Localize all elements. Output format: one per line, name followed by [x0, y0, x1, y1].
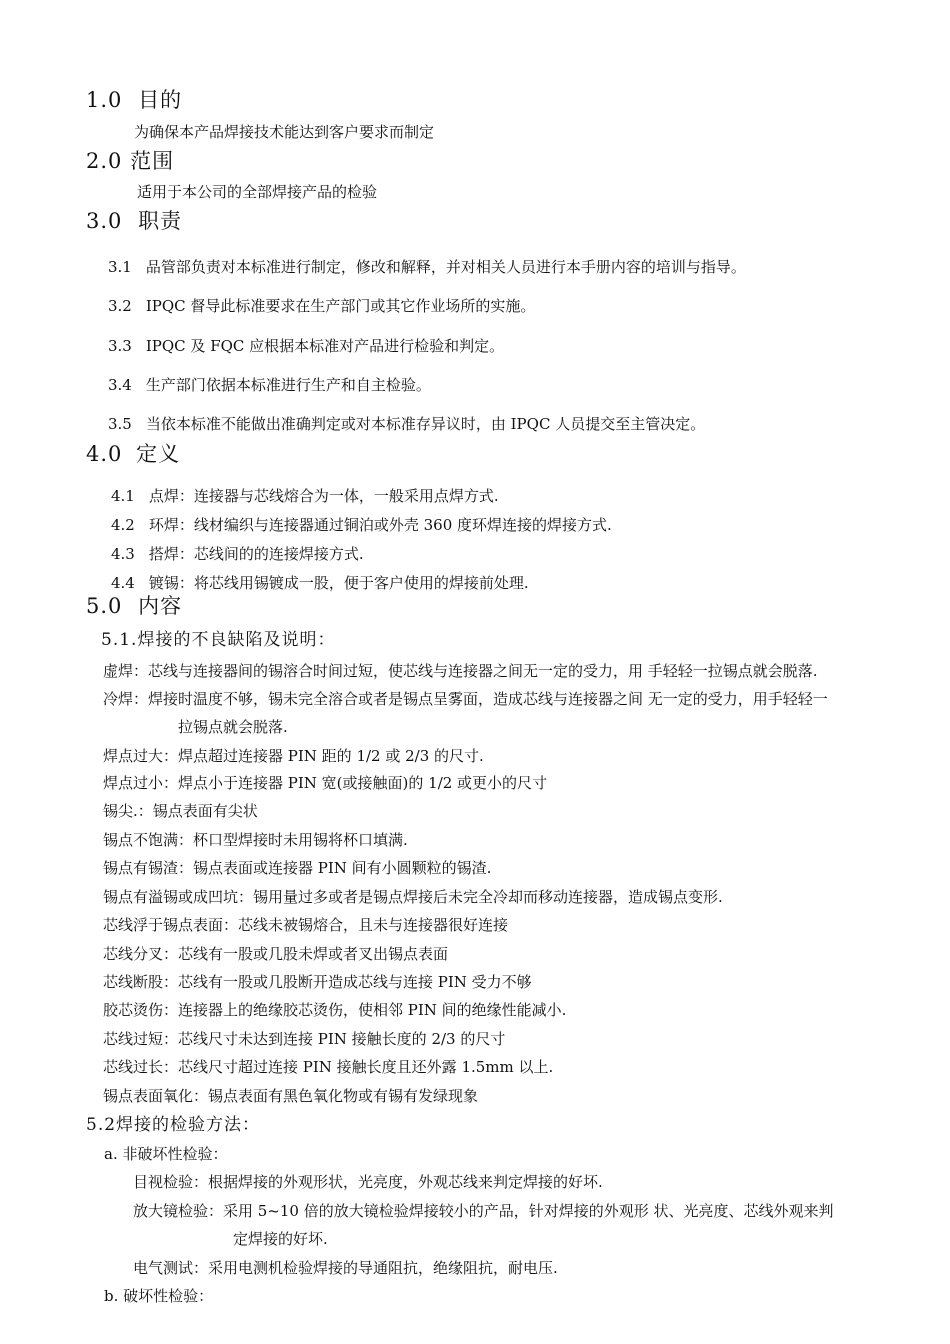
method-item: 放大镜检验：采用 5~10 倍的放大镜检验焊接较小的产品，针对焊接的外观形 状、光亮度、芯线外观来判 [133, 1202, 834, 1220]
defect-item: 芯线分叉：芯线有一股或几股未焊或者叉出锡点表面 [103, 945, 449, 963]
section-number: 5.0 [86, 594, 123, 618]
definition-item: 4.3 搭焊：芯线间的的连接焊接方式. [111, 545, 364, 563]
method-item-continued: 定焊接的好坏. [233, 1230, 328, 1248]
definition-item: 4.1 点焊：连接器与芯线熔合为一体，一般采用点焊方式. [111, 487, 499, 505]
section-3-heading [86, 205, 182, 235]
definition-item: 4.2 环焊：线材编织与连接器通过铜泊或外壳 360 度环焊连接的焊接方式. [111, 516, 612, 534]
subsection-5-1-heading: 5.1.焊接的不良缺陷及说明： [101, 630, 336, 650]
section-title: 目的 [138, 88, 183, 112]
non-destructive-label: a. 非破坏性检验： [104, 1145, 228, 1163]
section-number: 1.0 [86, 88, 123, 112]
responsibility-item: 3.5 当依本标准不能做出准确判定或对本标准存异议时，由 IPQC 人员提交至主管决定。 [108, 415, 706, 433]
section-title: 内容 [138, 594, 183, 618]
subsection-5-2-heading: 5.2焊接的检验方法： [86, 1115, 261, 1135]
section-title: 范围 [130, 149, 175, 173]
defect-item: 锡点有溢锡或成凹坑：锡用量过多或者是锡点焊接后未完全冷却而移动连接器，造成锡点变形. [103, 888, 723, 906]
method-item: 电气测试：采用电测机检验焊接的导通阻抗，绝缘阻抗，耐电压. [133, 1259, 558, 1277]
section-number: 3.0 [86, 209, 123, 233]
defect-item-continued: 拉锡点就会脱落. [178, 718, 288, 736]
defect-item: 芯线断股：芯线有一股或几股断开造成芯线与连接 PIN 受力不够 [103, 973, 532, 991]
defect-item: 芯线过长：芯线尺寸超过连接 PIN 接触长度且还外露 1.5mm 以上. [103, 1058, 554, 1076]
defect-item: 虚焊：芯线与连接器间的锡溶合时间过短，使芯线与连接器之间无一定的受力，用 手轻轻一拉锡点就会脱落. [103, 662, 818, 680]
defect-item: 锡点不饱满：杯口型焊接时未用锡将杯口填满. [103, 831, 408, 849]
section-2-heading [86, 145, 174, 175]
defect-item: 锡点表面氧化：锡点表面有黑色氧化物或有锡有发绿现象 [103, 1087, 479, 1105]
responsibility-item: 3.3 IPQC 及 FQC 应根据本标准对产品进行检验和判定。 [108, 337, 505, 355]
defect-item: 焊点过小：焊点小于连接器 PIN 宽(或接触面)的 1/2 或更小的尺寸 [103, 774, 548, 792]
scope-text: 适用于本公司的全部焊接产品的检验 [137, 183, 378, 201]
section-number: 4.0 [86, 442, 123, 466]
section-5-heading [86, 590, 182, 620]
defect-item: 冷焊：焊接时温度不够，锡未完全溶合或者是锡点呈雾面，造成芯线与连接器之间 无一定的受力，用手轻轻一 [103, 690, 828, 708]
responsibility-item: 3.4 生产部门依据本标准进行生产和自主检验。 [108, 376, 431, 394]
defect-item: 锡尖.：锡点表面有尖状 [103, 802, 258, 820]
section-number: 2.0 [86, 149, 123, 173]
defect-item: 芯线过短：芯线尺寸未达到连接 PIN 接触长度的 2/3 的尺寸 [103, 1030, 506, 1048]
method-item: 目视检验：根据焊接的外观形状，光亮度，外观芯线来判定焊接的好坏. [133, 1173, 603, 1191]
section-1-heading [86, 84, 182, 114]
destructive-label: b. 破坏性检验： [104, 1287, 214, 1305]
section-title: 职责 [138, 209, 183, 233]
definition-item: 4.4 镀锡：将芯线用锡镀成一股，便于客户使用的焊接前处理. [111, 574, 529, 592]
defect-item: 焊点过大：焊点超过连接器 PIN 距的 1/2 或 2/3 的尺寸. [103, 747, 484, 765]
section-title: 定义 [136, 442, 181, 466]
defect-item: 胶芯烫伤：连接器上的绝缘胶芯烫伤，使相邻 PIN 间的绝缘性能减小. [103, 1001, 567, 1019]
defect-item: 锡点有锡渣：锡点表面或连接器 PIN 间有小圆颗粒的锡渣. [103, 859, 492, 877]
section-4-heading [86, 438, 180, 468]
defect-item: 芯线浮于锡点表面：芯线未被锡熔合，且未与连接器很好连接 [103, 916, 509, 934]
purpose-text: 为确保本产品焊接技术能达到客户要求而制定 [134, 123, 435, 141]
responsibility-item: 3.2 IPQC 督导此标准要求在生产部门或其它作业场所的实施。 [108, 297, 536, 315]
responsibility-item: 3.1 品管部负责对本标准进行制定，修改和解释，并对相关人员进行本手册内容的培训与指导。 [108, 258, 746, 276]
